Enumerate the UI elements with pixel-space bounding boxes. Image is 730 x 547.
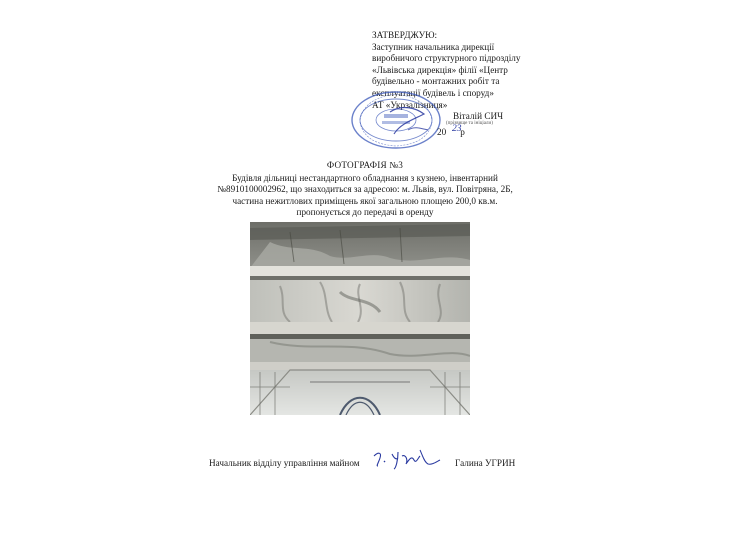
signature-hint: (прізвище та ініціали): [446, 121, 493, 126]
caption-line: Будівля дільниці нестандартного обладнання з кузнею, інвентарний: [232, 172, 498, 183]
approval-line: Заступник начальника дирекції: [372, 41, 495, 52]
approval-line: будівельно - монтажних робіт та: [372, 76, 500, 87]
footer-role: Начальник відділу управління майном: [209, 458, 360, 468]
year-suffix: р: [460, 127, 465, 137]
caption-line: пропонується до передачі в оренду: [296, 207, 434, 218]
approval-line: виробничого структурного підрозділу: [372, 53, 521, 64]
photo-caption-block: [170, 160, 560, 219]
approval-line: АТ «Укрзалізниця»: [372, 99, 448, 110]
approval-line: експлуатації будівель і споруд»: [372, 87, 494, 98]
handwritten-signature: [372, 448, 442, 470]
approval-heading: ЗАТВЕРДЖУЮ:: [372, 30, 438, 40]
footer-name: Галина УГРИН: [455, 458, 516, 468]
year-prefix: 20: [437, 127, 447, 137]
building-ceiling-photo: [250, 222, 470, 415]
handwritten-year-digits: 23: [452, 124, 462, 134]
caption-line: частина нежитлових приміщень якої загальною площею 200,0 кв.м.: [232, 195, 498, 206]
approval-line: «Львівська дирекція» філії «Центр: [372, 64, 508, 75]
approver-name: Віталій СИЧ: [453, 111, 504, 121]
caption-line: №8910100002962, що знаходиться за адресою: м. Львів, вул. Повітряна, 2Б,: [217, 184, 513, 195]
official-stamp-seal: [350, 90, 442, 150]
photo-title: ФОТОГРАФІЯ №3: [326, 160, 404, 170]
